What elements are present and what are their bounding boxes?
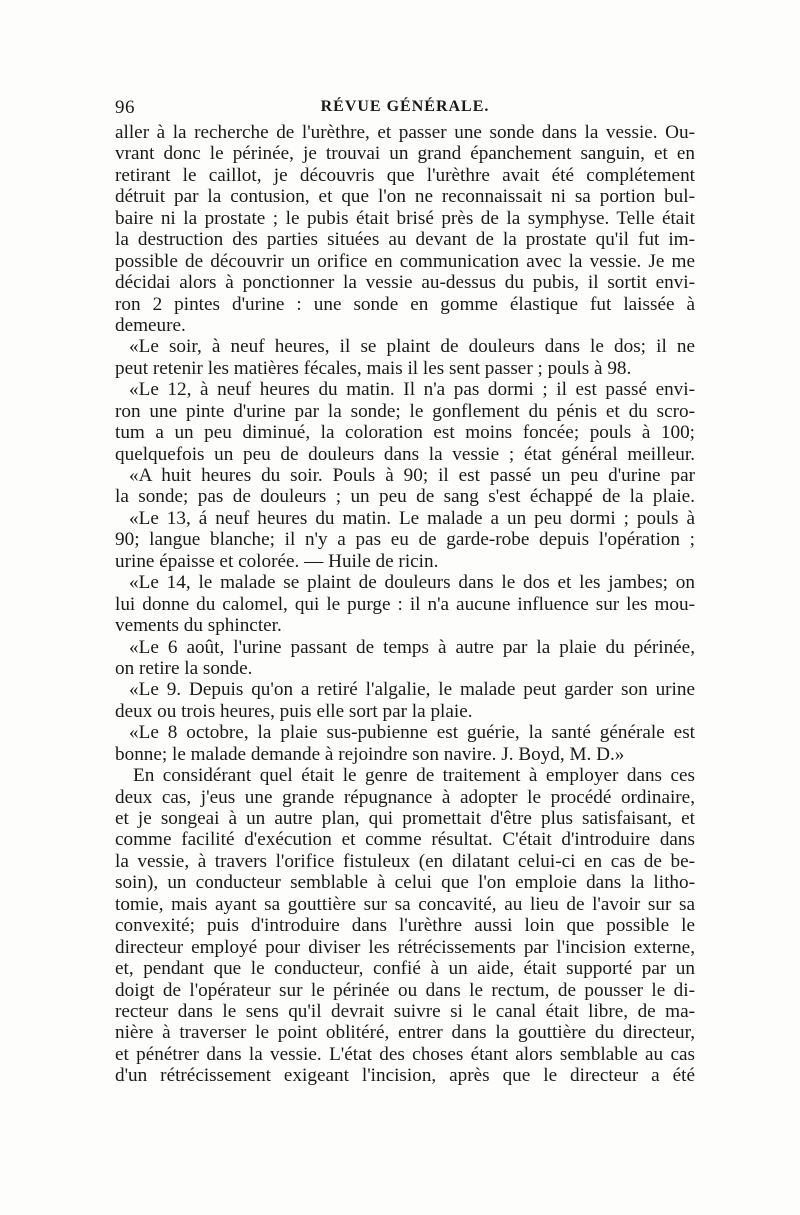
text-line: «A huit heures du soir. Pouls à 90; il est passé un peu d'urine par	[129, 465, 695, 486]
text-line: vements du sphincter.	[115, 615, 282, 637]
running-head	[115, 97, 695, 123]
text-line: urine épaisse et colorée. — Huile de ricin.	[115, 550, 439, 572]
text-line: convexité; puis d'introduire dans l'urèthre aussi loin que possible le	[115, 915, 695, 937]
text-line: recteur dans le sens qu'il devrait suivre si le canal était libre, de ma-	[115, 1000, 695, 1022]
page-number: 96	[115, 97, 135, 118]
text-line: bonne; le malade demande à rejoindre son navire. J. Boyd, M. D.»	[115, 743, 625, 765]
text-line: retirant le caillot, je découvris que l'urèthre avait été complétement	[115, 164, 695, 186]
text-line: vrant donc le périnée, je trouvai un grand épanchement sanguin, et en	[115, 143, 695, 165]
text-line: baire ni la prostate ; le pubis était brisé près de la symphyse. Telle était	[115, 207, 695, 229]
text-line: décidai alors à ponctionner la vessie au-dessus du pubis, il sortit envi-	[115, 272, 695, 294]
text-line: «Le 8 octobre, la plaie sus-pubienne est guérie, la santé générale est	[129, 722, 695, 744]
text-line: on retire la sonde.	[115, 657, 253, 679]
text-line: demeure.	[115, 314, 186, 336]
text-line: doigt de l'opérateur sur le périnée ou dans le rectum, de pousser le di-	[115, 979, 695, 1001]
text-line: la vessie, à travers l'orifice fistuleux (en dilatant celui-ci en cas de be-	[115, 850, 695, 872]
running-title: RÉVUE GÉNÉRALE.	[320, 98, 490, 115]
text-line: 90; langue blanche; il n'y a pas eu de garde-robe depuis l'opération ;	[115, 529, 695, 551]
text-line: ron une pinte d'urine par la sonde; le gonflement du pénis et du scro-	[115, 400, 695, 422]
text-line: possible de découvrir un orifice en communication avec la vessie. Je me	[115, 250, 695, 272]
text-line: détruit par la contusion, et que l'on ne reconnaissait ni sa portion bul-	[115, 186, 695, 208]
text-line: d'un rétrécissement exigeant l'incision, après que le directeur a été	[115, 1065, 695, 1087]
text-line: «Le 12, à neuf heures du matin. Il n'a pas dormi ; il est passé envi-	[129, 379, 695, 401]
text-line: et, pendant que le conducteur, confié à un aide, était supporté par un	[115, 958, 695, 980]
text-line: et pénétrer dans la vessie. L'état des choses étant alors semblable au cas	[115, 1043, 695, 1065]
text-line: nière à traverser le point oblitéré, entrer dans la gouttière du directeur,	[115, 1022, 695, 1044]
body-text	[115, 122, 695, 1087]
text-line: aller à la recherche de l'urèthre, et passer une sonde dans la vessie. Ou-	[115, 122, 695, 143]
text-line: directeur employé pour diviser les rétrécissements par l'incision externe,	[115, 936, 695, 958]
text-line: soin), un conducteur semblable à celui que l'on emploie dans la litho-	[115, 872, 695, 894]
text-line: ron 2 pintes d'urine : une sonde en gomme élastique fut laissée à	[115, 293, 695, 315]
text-line: peut retenir les matières fécales, mais il les sent passer ; pouls à 98.	[115, 357, 632, 379]
text-line: tomie, mais ayant sa gouttière sur sa concavité, au lieu de l'avoir sur sa	[115, 893, 695, 915]
text-line: deux cas, j'eus une grande répugnance à adopter le procédé ordinaire,	[115, 786, 695, 808]
text-line: «Le 9. Depuis qu'on a retiré l'algalie, le malade peut garder son urine	[129, 679, 695, 701]
text-line: deux ou trois heures, puis elle sort par la plaie.	[115, 700, 473, 722]
text-line: comme facilité d'exécution et comme résultat. C'était d'introduire dans	[115, 829, 695, 851]
text-line: «Le soir, à neuf heures, il se plaint de douleurs dans le dos; il ne	[129, 336, 695, 358]
text-line: lui donne du calomel, qui le purge : il n'a aucune influence sur les mou-	[115, 593, 695, 615]
text-line: la destruction des parties situées au devant de la prostate qu'il fut im-	[115, 229, 695, 251]
text-line: quelquefois un peu de douleurs dans la vessie ; état général meilleur.	[115, 443, 695, 465]
text-line: En considérant quel était le genre de traitement à employer dans ces	[133, 765, 695, 787]
text-line: «Le 13, á neuf heures du matin. Le malade a un peu dormi ; pouls à	[129, 507, 695, 529]
text-line: et je songeai à un autre plan, qui promettait d'être plus satisfaisant, et	[115, 808, 695, 829]
text-line: «Le 6 août, l'urine passant de temps à autre par la plaie du périnée,	[129, 636, 695, 658]
text-line: tum a un peu diminué, la coloration est moins foncée; pouls à 100;	[115, 422, 695, 444]
text-line: «Le 14, le malade se plaint de douleurs dans le dos et les jambes; on	[129, 572, 695, 594]
text-line: la sonde; pas de douleurs ; un peu de sang s'est échappé de la plaie.	[115, 486, 695, 508]
